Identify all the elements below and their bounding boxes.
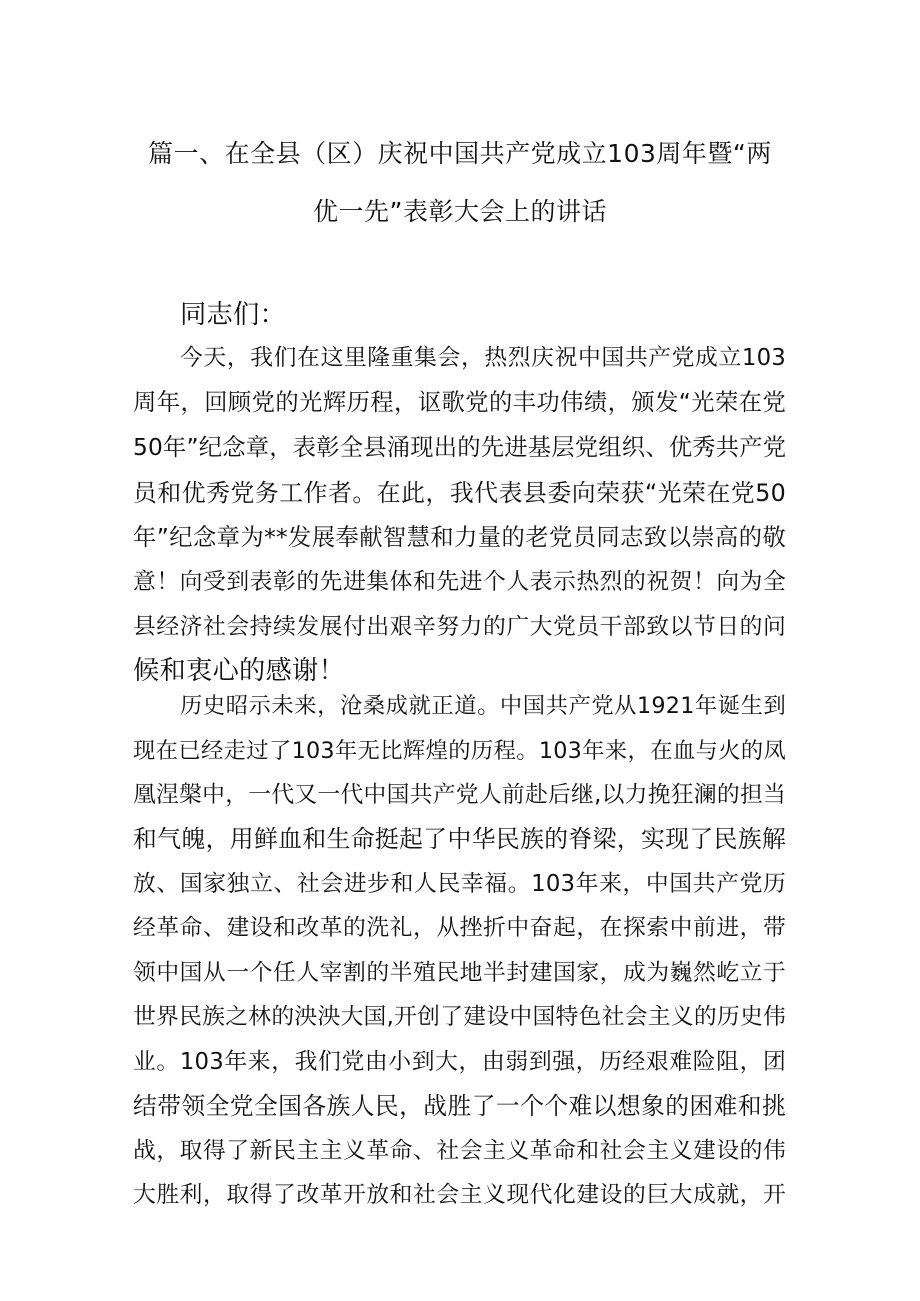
paragraph-line: 结带领全党全国各族人民，战胜了一个个难以想象的困难和挑 <box>133 1092 786 1120</box>
paragraph-line: 历史昭示未来，沧桑成就正道。中国共产党从1921年诞生到 <box>180 693 786 719</box>
paragraph-line: 大胜利，取得了改革开放和社会主义现代化建设的巨大成就，开 <box>133 1182 786 1208</box>
paragraph-line: 凰涅槃中，一代又一代中国共产党人前赴后继,以力挽狂澜的担当 <box>133 782 786 808</box>
paragraph-line: 意！向受到表彰的先进集体和先进个人表示热烈的祝贺！向为全 <box>133 569 786 595</box>
paragraph-line: 候和衷心的感谢！ <box>133 656 345 686</box>
paragraph-line: 现在已经走过了103年无比辉煌的历程。103年来，在血与火的凤 <box>133 738 786 764</box>
paragraph-line: 放、国家独立、社会进步和人民幸福。103年来，中国共产党历 <box>133 871 786 897</box>
paragraph-line: 年”纪念章为**发展奉献智慧和力量的老党员同志致以崇高的敬 <box>133 524 786 551</box>
paragraph-line: 员和优秀党务工作者。在此，我代表县委向荣获“光荣在党50 <box>133 479 786 507</box>
paragraph-line: 经革命、建设和改革的洗礼，从挫折中奋起，在探索中前进，带 <box>133 915 786 941</box>
paragraph-line: 50年”纪念章，表彰全县涌现出的先进基层党组织、优秀共产党 <box>133 434 787 461</box>
paragraph-line: 业。103年来，我们党由小到大，由弱到强，历经艰难险阻，团 <box>133 1049 786 1075</box>
paragraph-line: 县经济社会持续发展付出艰辛努力的广大党员干部致以节日的问 <box>133 614 786 640</box>
paragraph-line: 和气魄，用鲜血和生命挺起了中华民族的脊梁，实现了民族解 <box>133 825 786 853</box>
document-title-line-2: 优一先”表彰大会上的讲话 <box>313 197 607 226</box>
paragraph-line: 领中国从一个任人宰割的半殖民地半封建国家，成为巍然屹立于 <box>133 960 786 986</box>
paragraph-line: 周年，回顾党的光辉历程，讴歌党的丰功伟绩，颁发“光荣在党 <box>133 389 786 416</box>
paragraph-line: 战，取得了新民主主义革命、社会主义革命和社会主义建设的伟 <box>133 1138 786 1164</box>
document-title-line-1: 篇一、在全县（区）庆祝中国共产党成立103周年暨“两 <box>148 139 772 168</box>
paragraph-line: 世界民族之林的泱泱大国,开创了建设中国特色社会主义的历史伟 <box>133 1004 786 1030</box>
salutation: 同志们： <box>180 300 286 330</box>
paragraph-line: 今天，我们在这里隆重集会，热烈庆祝中国共产党成立103 <box>180 345 786 371</box>
